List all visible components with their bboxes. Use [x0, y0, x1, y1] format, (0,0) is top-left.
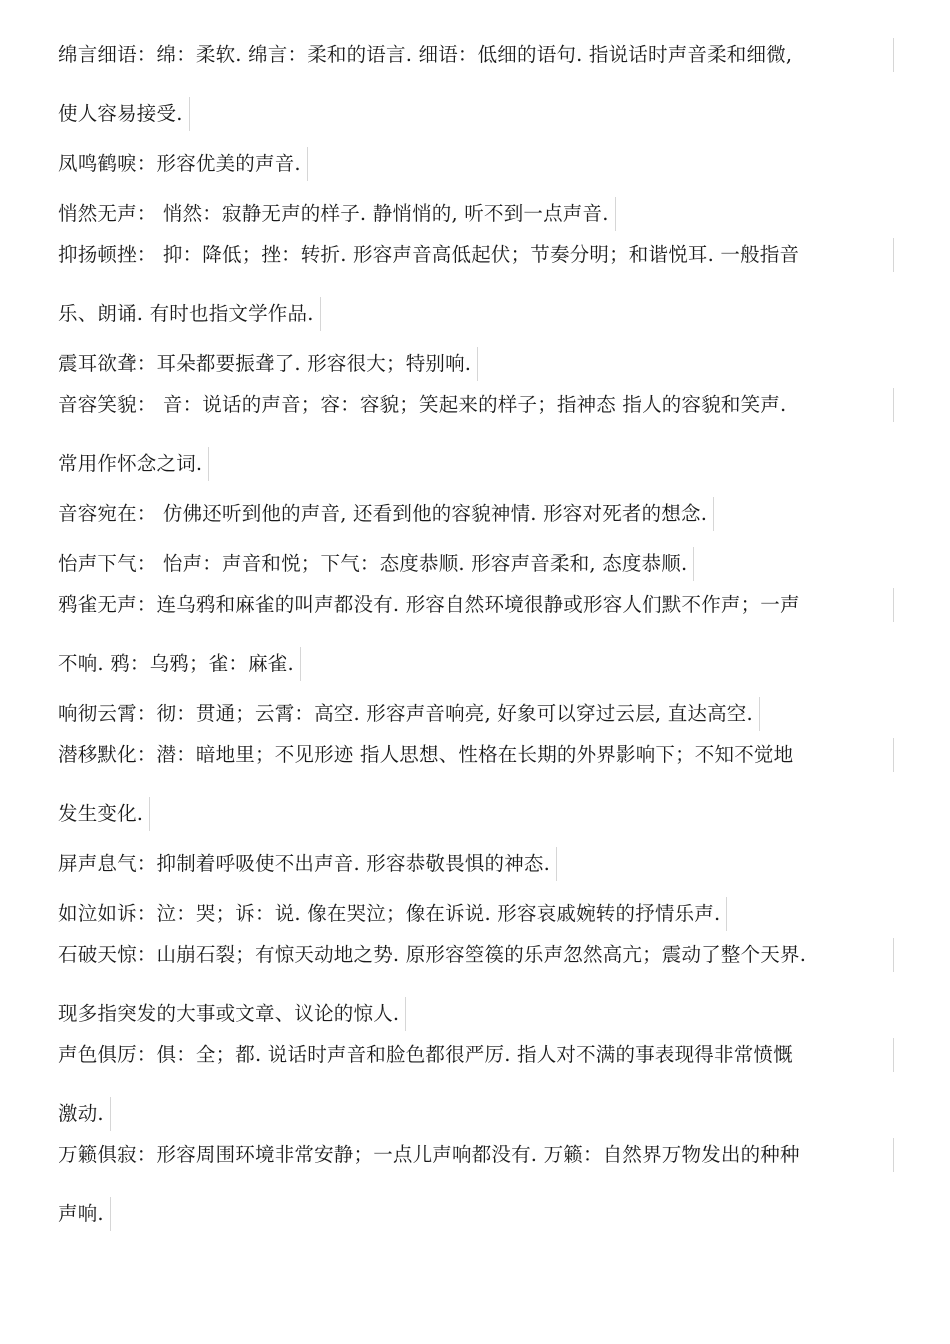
- entry-text: 震耳欲聋：耳朵都要振聋了. 形容很大；特别响.: [58, 347, 478, 381]
- entry-line: [58, 788, 894, 838]
- idiom-entry: [58, 138, 894, 188]
- idiom-entry: [58, 538, 894, 588]
- entry-line: [58, 738, 894, 788]
- entry-text: 石破天惊：山崩石裂；有惊天动地之势. 原形容箜篌的乐声忽然高亢；震动了整个天界.: [58, 938, 894, 972]
- entry-line: [58, 188, 894, 238]
- entry-text: 如泣如诉：泣：哭；诉：说. 像在哭泣；像在诉说. 形容哀戚婉转的抒情乐声.: [58, 897, 727, 931]
- entry-text: 乐、朗诵. 有时也指文学作品.: [58, 297, 321, 331]
- idiom-entry: [58, 838, 894, 888]
- entry-text: 现多指突发的大事或文章、议论的惊人.: [58, 997, 406, 1031]
- entry-line: [58, 888, 894, 938]
- idiom-entry: [58, 738, 894, 838]
- entry-line: [58, 1188, 894, 1238]
- entry-text: 怡声下气： 怡声：声音和悦；下气：态度恭顺. 形容声音柔和, 态度恭顺.: [58, 547, 694, 581]
- entry-text: 发生变化.: [58, 797, 150, 831]
- entry-text: 声色俱厉：俱：全；都. 说话时声音和脸色都很严厉. 指人对不满的事表现得非常愤慨: [58, 1038, 894, 1072]
- entry-line: [58, 1138, 894, 1188]
- entry-text: 万籁俱寂：形容周围环境非常安静；一点儿声响都没有. 万籁：自然界万物发出的种种: [58, 1138, 894, 1172]
- entry-text: 绵言细语：绵：柔软. 绵言：柔和的语言. 细语：低细的语句. 指说话时声音柔和细微,: [58, 38, 894, 72]
- idiom-entry: [58, 588, 894, 688]
- idiom-entry: [58, 938, 894, 1038]
- entry-line: [58, 438, 894, 488]
- document-body: [58, 38, 894, 1238]
- entry-line: [58, 238, 894, 288]
- entry-line: [58, 538, 894, 588]
- idiom-entry: [58, 238, 894, 338]
- idiom-entry: [58, 688, 894, 738]
- entry-text: 凤鸣鹤唳：形容优美的声音.: [58, 147, 308, 181]
- idiom-entry: [58, 1138, 894, 1238]
- entry-line: [58, 838, 894, 888]
- idiom-entry: [58, 338, 894, 388]
- entry-line: [58, 38, 894, 88]
- idiom-entry: [58, 188, 894, 238]
- entry-line: [58, 288, 894, 338]
- entry-text: 声响.: [58, 1197, 111, 1231]
- entry-text: 音容笑貌： 音：说话的声音；容：容貌；笑起来的样子；指神态 指人的容貌和笑声.: [58, 388, 894, 422]
- entry-text: 不响. 鸦：乌鸦；雀：麻雀.: [58, 647, 301, 681]
- entry-text: 悄然无声： 悄然：寂静无声的样子. 静悄悄的, 听不到一点声音.: [58, 197, 616, 231]
- entry-line: [58, 388, 894, 438]
- entry-line: [58, 1038, 894, 1088]
- entry-text: 抑扬顿挫： 抑：降低；挫：转折. 形容声音高低起伏；节奏分明；和谐悦耳. 一般指音: [58, 238, 894, 272]
- idiom-entry: [58, 388, 894, 488]
- entry-line: [58, 938, 894, 988]
- entry-line: [58, 638, 894, 688]
- entry-line: [58, 688, 894, 738]
- entry-text: 激动.: [58, 1097, 111, 1131]
- entry-text: 潜移默化：潜：暗地里；不见形迹 指人思想、性格在长期的外界影响下；不知不觉地: [58, 738, 894, 772]
- entry-line: [58, 988, 894, 1038]
- entry-line: [58, 138, 894, 188]
- entry-text: 屏声息气：抑制着呼吸使不出声音. 形容恭敬畏惧的神态.: [58, 847, 557, 881]
- idiom-entry: [58, 1038, 894, 1138]
- entry-line: [58, 338, 894, 388]
- entry-line: [58, 588, 894, 638]
- entry-text: 使人容易接受.: [58, 97, 190, 131]
- entry-line: [58, 488, 894, 538]
- entry-text: 常用作怀念之词.: [58, 447, 209, 481]
- entry-text: 鸦雀无声：连乌鸦和麻雀的叫声都没有. 形容自然环境很静或形容人们默不作声；一声: [58, 588, 894, 622]
- entry-text: 音容宛在： 仿佛还听到他的声音, 还看到他的容貌神情. 形容对死者的想念.: [58, 497, 714, 531]
- idiom-entry: [58, 38, 894, 138]
- entry-line: [58, 88, 894, 138]
- entry-line: [58, 1088, 894, 1138]
- entry-text: 响彻云霄：彻：贯通；云霄：高空. 形容声音响亮, 好象可以穿过云层, 直达高空.: [58, 697, 760, 731]
- idiom-entry: [58, 888, 894, 938]
- idiom-entry: [58, 488, 894, 538]
